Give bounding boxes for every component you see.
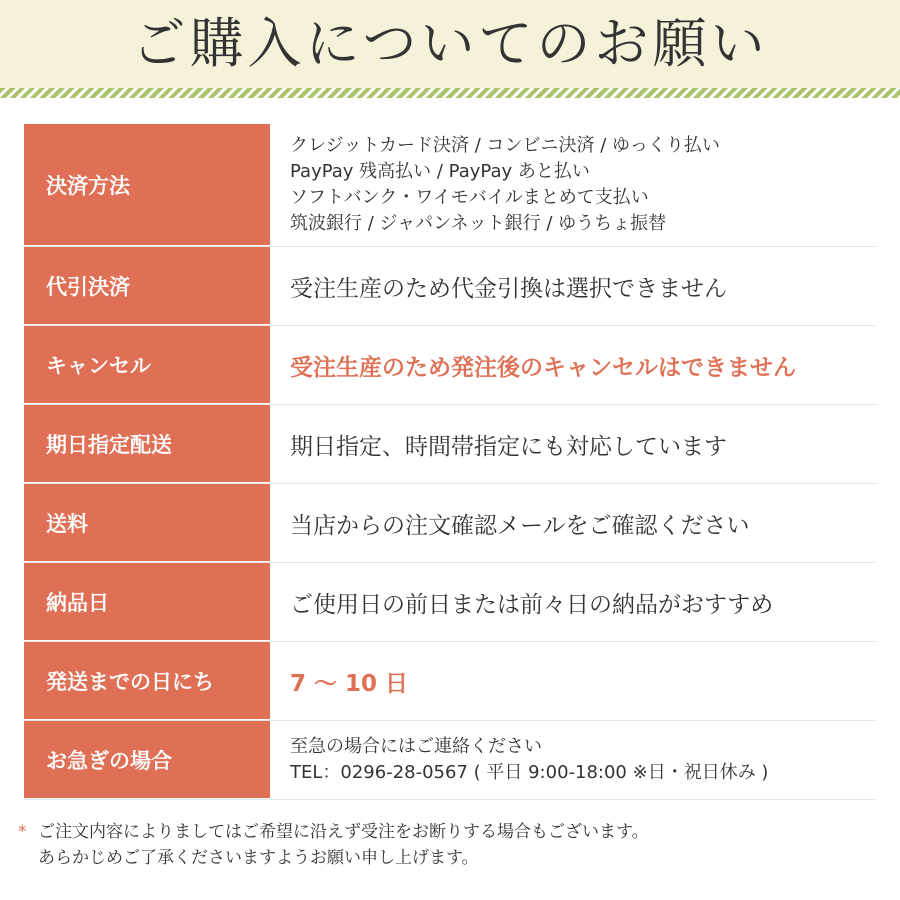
asterisk-mark: * xyxy=(18,822,27,842)
purchase-info-table xyxy=(24,124,876,800)
footnote-line xyxy=(18,819,888,845)
value-line: 当店からの注文確認メールをご確認ください xyxy=(290,512,750,539)
value-line: 期日指定、時間帯指定にも対応しています xyxy=(290,433,727,460)
value-line: 受注生産のため発注後のキャンセルはできません xyxy=(290,354,796,381)
row-label: 代引決済 xyxy=(24,247,270,325)
value-line: ご使用日の前日または前々日の納品がおすすめ xyxy=(290,591,774,618)
row-value xyxy=(270,247,876,325)
value-line: TEL：0296-28-0567 ( 平日 9:00-18:00 ※日・祝日休み ) xyxy=(290,762,769,783)
value-line: 至急の場合にはご連絡ください xyxy=(290,736,542,757)
header-banner xyxy=(0,0,900,88)
value-line: 受注生産のため代金引換は選択できません xyxy=(290,275,727,302)
row-label: キャンセル xyxy=(24,326,270,404)
row-value xyxy=(270,721,876,799)
footnote xyxy=(18,819,888,871)
value-line: ソフトバンク・ワイモバイルまとめて支払い xyxy=(290,187,649,208)
row-label: 決済方法 xyxy=(24,124,270,246)
table-row-urgent xyxy=(24,721,876,800)
value-line: クレジットカード決済 / コンビニ決済 / ゆっくり払い xyxy=(290,135,720,156)
table-row-delivery-date xyxy=(24,563,876,642)
table-row-days-to-ship xyxy=(24,642,876,721)
row-label: 納品日 xyxy=(24,563,270,641)
table-row-cancel xyxy=(24,326,876,405)
row-value xyxy=(270,405,876,483)
page-title: ご購入についてのお願い xyxy=(131,12,769,75)
row-value xyxy=(270,326,876,404)
row-value xyxy=(270,484,876,562)
footnote-text: ご注文内容によりましてはご希望に沿えず受注をお断りする場合もございます。 xyxy=(38,822,649,842)
row-label: 発送までの日にち xyxy=(24,642,270,720)
footnote-line xyxy=(18,845,888,871)
row-value xyxy=(270,563,876,641)
table-row-cod xyxy=(24,247,876,326)
value-line: PayPay 残高払い / PayPay あと払い xyxy=(290,161,590,182)
row-label: お急ぎの場合 xyxy=(24,721,270,799)
value-line: 7 ～ 10 日 xyxy=(290,670,409,697)
row-value xyxy=(270,642,876,720)
value-line: 筑波銀行 / ジャパンネット銀行 / ゆうちょ振替 xyxy=(290,213,667,234)
decorative-stripe xyxy=(0,88,900,98)
table-row-payment-method xyxy=(24,124,876,247)
table-row-shipping-fee xyxy=(24,484,876,563)
row-label: 期日指定配送 xyxy=(24,405,270,483)
row-value xyxy=(270,124,876,246)
table-row-date-delivery xyxy=(24,405,876,484)
row-label: 送料 xyxy=(24,484,270,562)
footnote-text: あらかじめご了承くださいますようお願い申し上げます。 xyxy=(38,848,479,868)
